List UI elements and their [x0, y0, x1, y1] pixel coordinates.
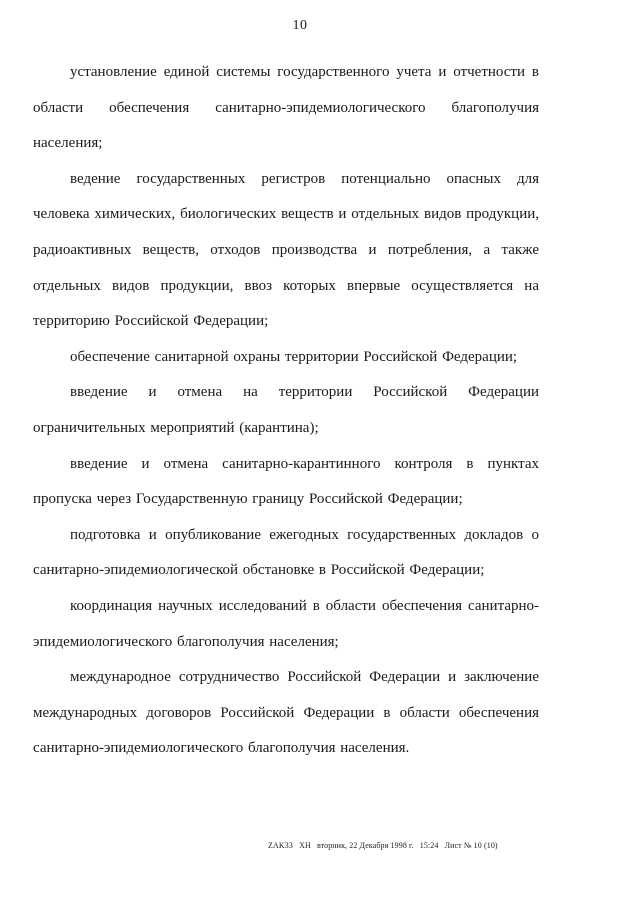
- paragraph-quarantine: введение и отмена на территории Российской Федерации ограничительных мероприятий (карантина);: [33, 384, 539, 436]
- footer-sheet: Лист № 10 (10): [444, 841, 498, 850]
- paragraph-border-control: введение и отмена санитарно-карантинного контроля в пунктах пропуска через Государственную границу Российской Федерации;: [33, 455, 539, 508]
- footer-time: 15:24: [419, 841, 439, 850]
- footer-code: XH: [299, 841, 311, 850]
- paragraph-annual-reports: подготовка и опубликование ежегодных государственных докладов о санитарно-эпидемиологической обстановке в Российской Федерации;: [33, 526, 539, 579]
- paragraph-international-cooperation: международное сотрудничество Российской Федерации и заключение международных договоров Российской Федерации в области обеспечения санитарно-эпидемиологического благополучия населения.: [33, 669, 539, 757]
- document-body: [33, 55, 539, 767]
- paragraph-research-coordination: координация научных исследований в области обеспечения санитарно-эпидемиологического благополучия населения;: [33, 597, 539, 650]
- footer-order: ZAK33: [268, 841, 293, 850]
- paragraph-state-registers: ведение государственных регистров потенциально опасных для человека химических, биологических веществ и отдельных видов продукции, радиоактивных веществ, отходов производства и потребления, а также отдельных видов продукции, ввоз которых впервые осуществляется на территорию Российской Федерации;: [33, 170, 539, 330]
- paragraph-sanitary-protection: обеспечение санитарной охраны территории Российской Федерации;: [70, 348, 518, 365]
- page-number: 10: [292, 18, 308, 33]
- footer-datetime: вторник, 22 Декабря 1998 г.: [316, 841, 414, 850]
- page-footer: [268, 841, 548, 850]
- paragraph-state-accounting: установление единой системы государственного учета и отчетности в области обеспечения санитарно-эпидемиологического благополучия населения;: [33, 64, 539, 152]
